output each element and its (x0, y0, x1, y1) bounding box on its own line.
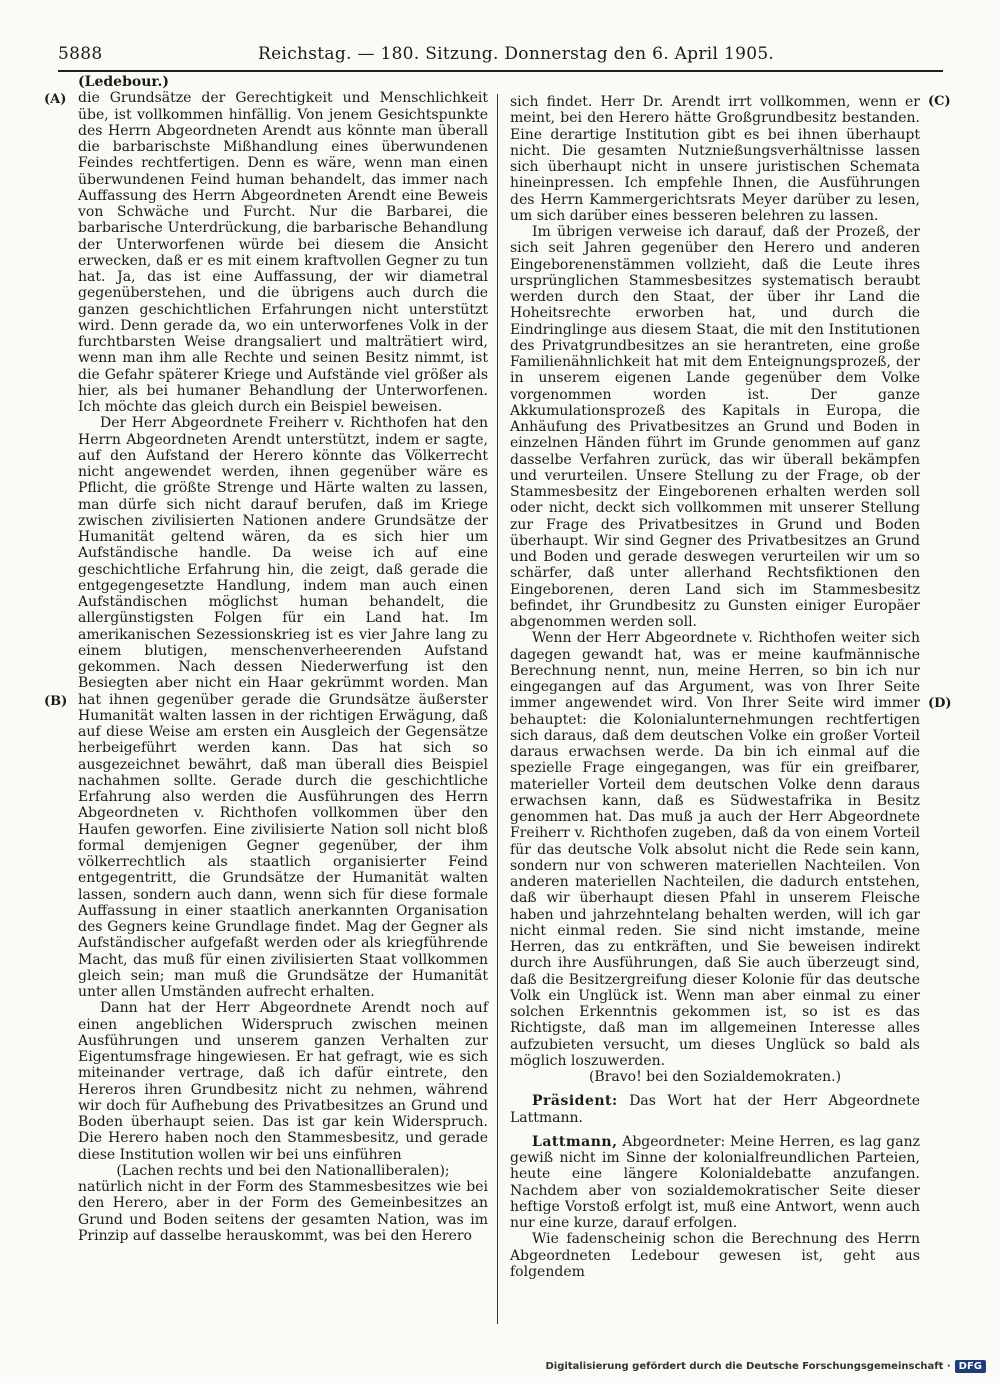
applause-note: (Bravo! bei den Sozialdemokraten.) (588, 1069, 842, 1085)
right-column (510, 94, 920, 1324)
dfg-logo: DFG (955, 1360, 986, 1373)
page-title: Reichstag. — 180. Sitzung. Donnerstag den 6. April 1905. (258, 44, 775, 64)
header-rule (58, 70, 943, 72)
speaker-tag: (Ledebour.) (78, 74, 169, 90)
paragraph: Wenn der Herr Abgeordnete v. Richthofen weiter sich dagegen gewandt hat, was er meine kaufmännische Berechnung nennt, nun, meine Herren, so bin ich nur eingegangen auf das Argument, was von Ihrer Seite immer angewendet wird. Von Ihrer Seite wird immer behauptet: die Kolonialunternehmungen rechtfertigen sich daraus, daß dem deutschen Volke ein großer Vorteil daraus erwachsen werde. Da bin ich einmal auf die spezielle Frage eingegangen, was für ein greifbarer, materieller Vorteil dem deutschen Volke denn daraus erwachsen kann, daß es Südwestafrika in Besitz genommen hat. Das muß ja auch der Herr Abgeordnete Freiherr v. Richthofen zugeben, daß da von einem Vorteil für das deutsche Volk absolut nicht die Rede sein kann, sondern nur von schweren materiellen Nachteilen. Von anderen materiellen Nachteilen, die dadurch entstehen, daß wir überhaupt diesen Pfahl in unserem Fleische haben und jahrzehntelang behalten werden, will ich gar nicht einmal reden. Sie sind nicht imstande, meine Herren, das zu entkräften, und Sie beweisen indirekt durch ihre Ausführungen, daß Sie auch überzeugt sind, daß die Besitzergreifung dieser Kolonie für das deutsche Volk ein Unglück ist. Wenn man aber einmal zu einer solchen Erkenntnis gekommen ist, so ist es das Richtigste, daß man im allgemeinen Interesse alles aufzubieten versucht, um dieses Unglück so bald als möglich loszuwerden. (510, 630, 920, 1069)
page-number: 5888 (58, 44, 103, 64)
paragraph: die Grundsätze der Gerechtigkeit und Menschlichkeit übe, ist vollkommen hinfällig. Von jenem Gesichtspunkte des Herrn Abgeordneten Arendt aus könnte man überall die barbarischste Mißhandlung eines überwundenen Feindes rechtfertigen. Denn es wäre, wenn man einen überwundenen Feind human behandelt, das immer nach Auffassung des Herrn Abgeordneten Arendt eine Beweis von Schwäche und Furcht. Nur die Barbarei, die barbarische Unterdrückung, die barbarische Behandlung der Unterworfenen würde bei diesem die Ansicht erwecken, daß er es mit einem kraftvollen Gegner zu tun hat. Ja, das ist eine Auffassung, der wir diametral gegenüberstehen, und die übrigens auch durch die ganzen geschichtlichen Erfahrungen nicht unterstützt wird. Denn gerade da, wo ein unterworfenes Volk in der furchtbarsten Weise drangsaliert und malträtiert wird, wenn man ihm alle Rechte und seinen Besitz nimmt, ist die Gefahr späterer Kriege und Aufstände viel größer als hier, als bei humaner Behandlung der Unterworfenen. Ich möchte das gleich durch ein Beispiel beweisen. (78, 90, 488, 415)
margin-mark-a: (A) (44, 92, 67, 107)
footer-credit (546, 1360, 987, 1373)
interjection: (Lachen rechts und bei den Nationalliberalen); (116, 1162, 450, 1179)
column-divider (497, 94, 498, 1324)
speaker-name-lattmann: Lattmann, (532, 1133, 618, 1150)
lattmann-paragraph (510, 1134, 920, 1232)
paragraph: sich findet. Herr Dr. Arendt irrt vollkommen, wenn er meint, bei den Herero hätte Großgrundbesitz bestanden. Eine derartige Institution gibt es bei ihnen überhaupt nicht. Die gesamten Nutznießungsverhältnisse lassen sich überhaupt nicht in unsere juristischen Schemata hineinpressen. Ich empfehle Ihnen, die Ausführungen des Herrn Kammergerichtsrats Meyer darüber zu lesen, um sich darüber eines besseren belehren zu lassen. (510, 94, 920, 224)
paragraph: Der Herr Abgeordnete Freiherr v. Richthofen hat den Herrn Abgeordneten Arendt unterstützt, indem er sagte, auf den Aufstand der Herero könnte das Völkerrecht nicht angewendet werden, ihnen gegenüber wäre es Pflicht, die größte Strenge und Härte walten zu lassen, man dürfe sich nicht darauf berufen, daß im Kriege zwischen zivilisierten Nationen andere Grundsätze der Humanität geltend wären, da es sich hier um Aufständische handle. Da weise ich auf eine geschichtliche Erfahrung hin, die zeigt, daß gerade die entgegengesetzte Handlung, indem man auch einen Aufständischen möglichst human behandelt, die allergünstigsten Folgen für ein Land hat. Im amerikanischen Sezessionskrieg ist es vier Jahre lang zu einem blutigen, menschenverheerenden Aufstand gekommen. Nach dessen Niederwerfung ist den Besiegten aber nicht ein Haar gekrümmt worden. Man hat ihnen gegenüber gerade die Grundsätze äußerster Humanität walten lassen in der richtigen Erwägung, daß auf diese Weise am ersten ein Ausgleich der Gegensätze herbeigeführt werden kann. Das hat sich so ausgezeichnet bewährt, daß man überall dies Beispiel nachahmen sollte. Gerade durch die geschichtliche Erfahrung also werden die Ausführungen des Herrn Abgeordneten v. Richthofen vollkommen über den Haufen geworfen. Eine zivilisierte Nation soll nicht bloß formal demjenigen Gegner gegenüber, der ihm völkerrechtlich als staatlich organisierter Feind entgegentritt, die Grundsätze der Humanität walten lassen, sondern auch dann, wenn sich für diese formale Auffassung in einer staatlich anerkannten Organisation des Gegners keine Grundlage findet. Mag der Gegner als Aufständischer aufgefaßt werden oder als kriegführende Macht, das muß für einen zivilisierten Staat vollkommen gleich sein; man muß die Grundsätze der Humanität unter allen Umständen aufrecht erhalten. (78, 415, 488, 1000)
paragraph: Im übrigen verweise ich darauf, daß der Prozeß, der sich seit Jahren gegenüber den Herero und anderen Eingeborenenstämmen vollzieht, daß die Leute ihres ursprünglichen Stammesbesitzes systematisch beraubt werden durch den Staat, der über ihr Land die Hoheitsrechte erworben hat, und durch die Eindringlinge aus diesem Staat, die mit den Institutionen des Privatgrundbesitzes an sie herantreten, eine große Familienähnlichkeit hat mit dem Enteignungsprozeß, der in unserem eigenen Lande gegenüber dem Volke vorgenommen worden ist. Der ganze Akkumulationsprozeß des Kapitals in Europa, die Anhäufung des Privatbesitzes an Grund und Boden in einzelnen Händen führt im Grunde genommen auf ganz dasselbe Verfahren zurück, das wir überall bekämpfen und verurteilen. Unsere Stellung zu der Frage, ob der Stammesbesitz der Eingeborenen erhalten werden soll oder nicht, deckt sich vollkommen mit unserer Stellung zur Frage des Privatbesitzes in Grund und Boden überhaupt. Wir sind Gegner des Privatbesitzes an Grund und Boden und gerade deswegen verurteilen wir um so schärfer, daß unter allerhand Rechtsfiktionen den Eingeborenen, deren Land sich im Stammesbesitz befindet, ihr Grundbesitz zu Gunsten einiger Europäer abgenommen werden soll. (510, 224, 920, 630)
margin-mark-d: (D) (928, 696, 952, 711)
paragraph: Dann hat der Herr Abgeordnete Arendt noch auf einen angeblichen Widerspruch zwischen meinen Ausführungen und unserem ganzen Verhalten zur Eigentumsfrage hingewiesen. Er hat gefragt, wie es sich miteinander vertrage, daß ich dafür eintrete, den Hereros ihren Grundbesitz nicht zu nehmen, während wir doch für Aufhebung des Privatbesitzes an Grund und Boden überhaupt seien. Das ist gar kein Widerspruch. Die Herero haben noch den Stammesbesitz, und gerade diese Institution wollen wir bei uns einführen (78, 1000, 488, 1163)
speaker-name-president: Präsident: (532, 1093, 618, 1110)
left-column (78, 74, 488, 1324)
paragraph-continuation: natürlich nicht in der Form des Stammesbesitzes wie bei den Herero, aber in der Form des Gemeinbesitzes an Grund und Boden seitens der gesamten Nation, was im Prinzip auf dasselbe herauskommt, was bei den Herero (78, 1179, 488, 1244)
lattmann-text: Abgeordneter: Meine Herren, es lag ganz gewiß nicht im Sinne der kolonialfreundlichen Parteien, heute eine längere Kolonialdebatte anzufangen. Nachdem aber von sozialdemokratischer Seite dieser heftige Vorstoß erfolgt ist, muß eine Antwort, wenn auch nur eine kurze, darauf erfolgen. (510, 1133, 921, 1231)
paragraph: Wie fadenscheinig schon die Berechnung des Herrn Abgeordneten Ledebour gewesen ist, geht aus folgendem (510, 1231, 920, 1280)
margin-mark-c: (C) (928, 94, 951, 109)
page-header (58, 44, 943, 68)
footer-text: Digitalisierung gefördert durch die Deutsche Forschungsgemeinschaft · (545, 1361, 951, 1372)
president-text: Das Wort hat der Herr Abgeordnete Lattmann. (510, 1093, 920, 1126)
president-paragraph (510, 1093, 920, 1126)
margin-mark-b: (B) (44, 694, 68, 709)
